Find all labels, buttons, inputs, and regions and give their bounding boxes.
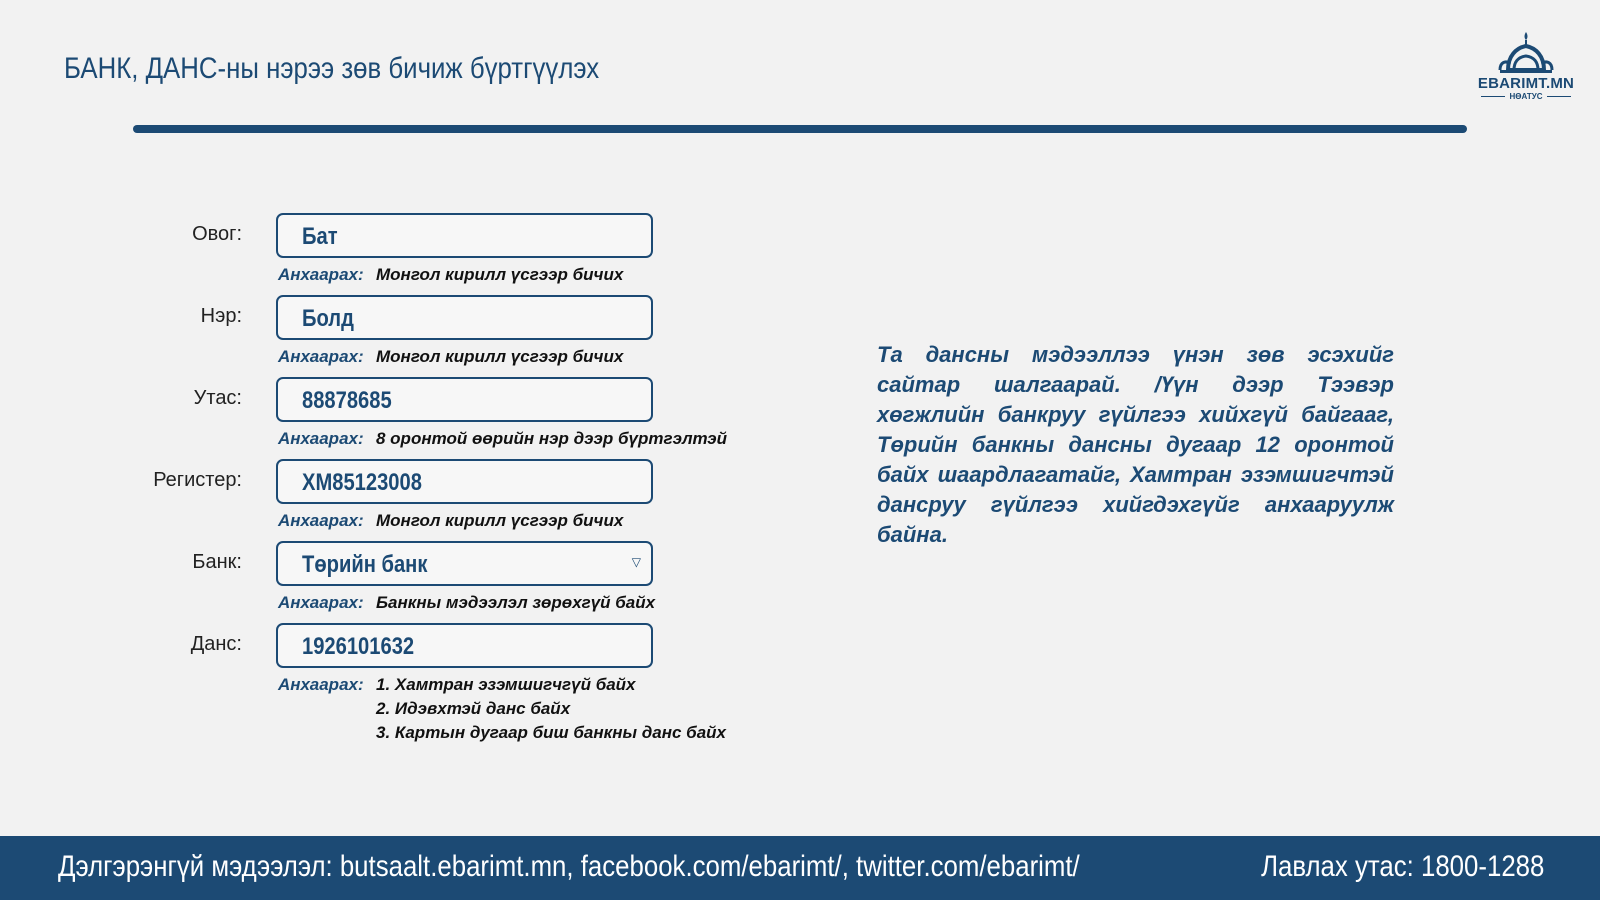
- logo-name: EBARIMT.MN: [1477, 75, 1575, 92]
- footer-phone: Лавлах утас: 1800-1288: [1260, 850, 1544, 883]
- name-value: Болд: [302, 305, 354, 332]
- account-field[interactable]: [276, 623, 653, 668]
- surname-field[interactable]: [276, 213, 653, 258]
- account-value: 1926101632: [302, 633, 415, 660]
- bank-label: Банк:: [192, 551, 242, 573]
- bank-select[interactable]: [276, 541, 653, 586]
- title-divider: [133, 125, 1467, 133]
- ebarimt-logo-icon: [1498, 30, 1554, 74]
- bank-note: Анхаарах: Банкны мэдээлэл зөрөхгүй байх: [278, 593, 656, 612]
- phone-note: Анхаарах: 8 оронтой өөрийн нэр дээр бүртгэлтэй: [278, 429, 727, 448]
- name-field[interactable]: [276, 295, 653, 340]
- register-value: ХМ85123008: [302, 469, 422, 496]
- phone-label: Утас:: [193, 387, 242, 409]
- account-note-3: 3. Картын дугаар биш банкны данс байх: [376, 723, 726, 742]
- footer-links: Дэлгэрэнгүй мэдээлэл: butsaalt.ebarimt.mn, facebook.com/ebarimt/, twitter.com/ebarimt/: [58, 850, 1080, 883]
- register-label: Регистер:: [153, 469, 242, 491]
- name-label: Нэр:: [200, 305, 242, 327]
- account-label: Данс:: [190, 633, 242, 655]
- footer: [0, 836, 1600, 900]
- surname-note: Анхаарах: Монгол кирилл үсгээр бичих: [278, 265, 624, 284]
- caret-down-icon: ▽: [631, 555, 641, 569]
- account-note: Анхаарах: 1. Хамтран эзэмшигчгүй байх: [278, 675, 636, 694]
- bank-value: Төрийн банк: [302, 551, 428, 578]
- logo: [1474, 30, 1578, 101]
- register-note: Анхаарах: Монгол кирилл үсгээр бичих: [278, 511, 624, 530]
- account-note-2: 2. Идэвхтэй данс байх: [376, 699, 571, 718]
- surname-label: Овог:: [192, 223, 242, 245]
- page-title: БАНК, ДАНС-ны нэрээ зөв бичиж бүртгүүлэх: [64, 52, 600, 85]
- logo-subtitle: НӨАТУС: [1474, 92, 1578, 101]
- phone-value: 88878685: [302, 387, 392, 414]
- phone-field[interactable]: [276, 377, 653, 422]
- register-field[interactable]: [276, 459, 653, 504]
- surname-value: Бат: [302, 223, 338, 250]
- name-note: Анхаарах: Монгол кирилл үсгээр бичих: [278, 347, 624, 366]
- info-paragraph: Та дансны мэдээллээ үнэн зөв эсэхийг сайтар шалгаарай. /Үүн дээр Тээвэр хөгжлийн банкруу гүйлгээ хийхгүй байгааг, Төрийн банкны дансны дугаар 12 оронтой байх шаардлагатайг, Хамтран эзэмшигчтэй дансруу гүйлгээ хийгдэхгүйг анхааруулж байна.: [877, 342, 1394, 547]
